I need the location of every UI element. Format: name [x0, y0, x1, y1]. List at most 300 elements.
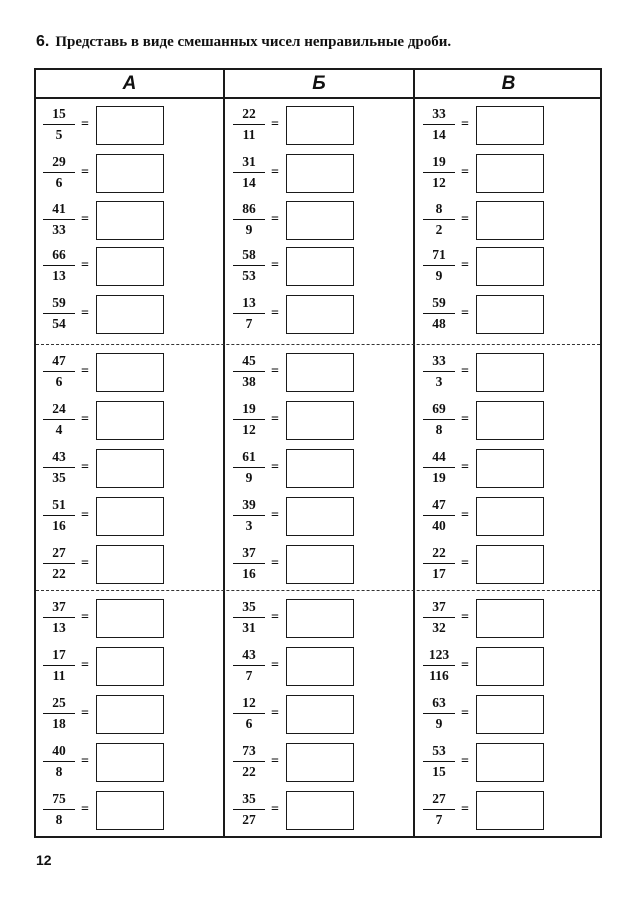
- denominator: 38: [242, 374, 256, 389]
- denominator: 53: [242, 268, 256, 283]
- fraction: [423, 695, 455, 732]
- numerator: 43: [242, 647, 256, 662]
- equals-sign: =: [271, 508, 279, 523]
- fraction-item-v: [423, 353, 603, 397]
- numerator: 123: [428, 647, 450, 662]
- fraction-item-a: [43, 545, 223, 589]
- fraction-item-v: [423, 599, 603, 643]
- equals-sign: =: [81, 802, 89, 817]
- fraction: [43, 695, 75, 732]
- fraction-bar: [43, 265, 75, 266]
- fraction: [43, 154, 75, 191]
- numerator: 8: [435, 201, 443, 216]
- numerator: 40: [52, 743, 66, 758]
- fraction-bar: [423, 515, 455, 516]
- fraction-item-b: [233, 247, 413, 291]
- fraction-item-v: [423, 791, 603, 835]
- fraction-item-v: [423, 401, 603, 445]
- fraction-bar: [423, 665, 455, 666]
- fraction-item-a: [43, 497, 223, 541]
- answer-box[interactable]: [96, 247, 164, 286]
- fraction-item-b: [233, 449, 413, 493]
- fraction-bar: [43, 761, 75, 762]
- numerator: 37: [432, 599, 446, 614]
- answer-box[interactable]: [476, 647, 544, 686]
- denominator: 14: [432, 127, 446, 142]
- fraction-bar: [43, 617, 75, 618]
- fraction: [43, 791, 75, 828]
- fraction: [43, 449, 75, 486]
- fraction-bar: [233, 617, 265, 618]
- answer-box[interactable]: [286, 695, 354, 734]
- fraction-item-b: [233, 545, 413, 589]
- fraction-bar: [233, 515, 265, 516]
- fraction-bar: [233, 219, 265, 220]
- fraction-item-a: [43, 154, 223, 198]
- fraction: [423, 599, 455, 636]
- fraction: [233, 247, 265, 284]
- fraction: [423, 791, 455, 828]
- answer-box[interactable]: [286, 201, 354, 240]
- fraction: [233, 401, 265, 438]
- fraction: [43, 599, 75, 636]
- answer-box[interactable]: [96, 353, 164, 392]
- fraction-item-b: [233, 497, 413, 541]
- equals-sign: =: [271, 658, 279, 673]
- equals-sign: =: [81, 165, 89, 180]
- numerator: 58: [242, 247, 256, 262]
- equals-sign: =: [461, 364, 469, 379]
- fraction: [233, 497, 265, 534]
- fraction-item-a: [43, 599, 223, 643]
- numerator: 43: [52, 449, 66, 464]
- fraction: [233, 599, 265, 636]
- fraction-bar: [233, 419, 265, 420]
- fraction-bar: [233, 563, 265, 564]
- numerator: 71: [432, 247, 446, 262]
- denominator: 7: [245, 316, 253, 331]
- fraction: [423, 353, 455, 390]
- denominator: 8: [55, 764, 63, 779]
- numerator: 59: [432, 295, 446, 310]
- equals-sign: =: [461, 165, 469, 180]
- fraction-item-a: [43, 247, 223, 291]
- numerator: 22: [242, 106, 256, 121]
- answer-box[interactable]: [476, 449, 544, 488]
- equals-sign: =: [271, 258, 279, 273]
- answer-box[interactable]: [476, 497, 544, 536]
- denominator: 18: [52, 716, 66, 731]
- denominator: 32: [432, 620, 446, 635]
- answer-box[interactable]: [286, 497, 354, 536]
- fraction: [43, 545, 75, 582]
- answer-box[interactable]: [476, 791, 544, 830]
- numerator: 45: [242, 353, 256, 368]
- answer-box[interactable]: [476, 401, 544, 440]
- numerator: 73: [242, 743, 256, 758]
- answer-box[interactable]: [286, 401, 354, 440]
- fraction: [233, 106, 265, 143]
- fraction: [423, 401, 455, 438]
- numerator: 63: [432, 695, 446, 710]
- answer-box[interactable]: [286, 791, 354, 830]
- answer-box[interactable]: [96, 449, 164, 488]
- answer-box[interactable]: [96, 743, 164, 782]
- fraction: [233, 647, 265, 684]
- answer-box[interactable]: [96, 695, 164, 734]
- equals-sign: =: [81, 306, 89, 321]
- fractions-table: [34, 68, 602, 838]
- fraction-bar: [43, 219, 75, 220]
- answer-box[interactable]: [476, 599, 544, 638]
- denominator: 16: [52, 518, 66, 533]
- denominator: 14: [242, 175, 256, 190]
- equals-sign: =: [271, 364, 279, 379]
- fraction: [233, 449, 265, 486]
- answer-box[interactable]: [96, 497, 164, 536]
- numerator: 15: [52, 106, 66, 121]
- numerator: 44: [432, 449, 446, 464]
- equals-sign: =: [461, 706, 469, 721]
- fraction-bar: [43, 124, 75, 125]
- answer-box[interactable]: [286, 545, 354, 584]
- header-divider: [36, 97, 600, 99]
- answer-box[interactable]: [96, 599, 164, 638]
- equals-sign: =: [461, 508, 469, 523]
- fraction-bar: [423, 467, 455, 468]
- numerator: 66: [52, 247, 66, 262]
- denominator: 48: [432, 316, 446, 331]
- column-header-a: А: [122, 73, 137, 94]
- task-heading: [36, 33, 451, 51]
- answer-box[interactable]: [286, 449, 354, 488]
- denominator: 31: [242, 620, 256, 635]
- denominator: 15: [432, 764, 446, 779]
- equals-sign: =: [81, 460, 89, 475]
- denominator: 6: [55, 175, 63, 190]
- fraction: [423, 497, 455, 534]
- answer-box[interactable]: [96, 201, 164, 240]
- equals-sign: =: [461, 117, 469, 132]
- denominator: 12: [242, 422, 256, 437]
- answer-box[interactable]: [286, 599, 354, 638]
- equals-sign: =: [81, 258, 89, 273]
- fraction-bar: [233, 124, 265, 125]
- column-header-v: В: [501, 73, 516, 94]
- numerator: 24: [52, 401, 66, 416]
- fraction: [43, 743, 75, 780]
- fraction: [233, 695, 265, 732]
- numerator: 61: [242, 449, 256, 464]
- fraction: [43, 201, 75, 238]
- answer-box[interactable]: [476, 353, 544, 392]
- numerator: 59: [52, 295, 66, 310]
- denominator: 9: [245, 222, 253, 237]
- fraction-bar: [43, 515, 75, 516]
- fraction-bar: [43, 713, 75, 714]
- fraction-item-b: [233, 401, 413, 445]
- section-divider: [36, 344, 600, 345]
- denominator: 13: [52, 268, 66, 283]
- fraction-item-b: [233, 695, 413, 739]
- fraction-item-a: [43, 106, 223, 150]
- fraction-item-a: [43, 743, 223, 787]
- fraction-item-v: [423, 743, 603, 787]
- denominator: 9: [435, 716, 443, 731]
- fraction: [233, 201, 265, 238]
- denominator: 9: [435, 268, 443, 283]
- fraction: [43, 106, 75, 143]
- fraction-bar: [43, 563, 75, 564]
- numerator: 37: [242, 545, 256, 560]
- fraction-bar: [423, 419, 455, 420]
- answer-box[interactable]: [96, 106, 164, 145]
- numerator: 33: [432, 106, 446, 121]
- denominator: 19: [432, 470, 446, 485]
- section-divider: [36, 590, 600, 591]
- denominator: 22: [52, 566, 66, 581]
- answer-box[interactable]: [476, 247, 544, 286]
- numerator: 41: [52, 201, 66, 216]
- equals-sign: =: [81, 754, 89, 769]
- numerator: 86: [242, 201, 256, 216]
- fraction-item-a: [43, 295, 223, 339]
- equals-sign: =: [271, 460, 279, 475]
- answer-box[interactable]: [476, 743, 544, 782]
- answer-box[interactable]: [96, 154, 164, 193]
- denominator: 116: [429, 668, 449, 683]
- fraction-item-b: [233, 743, 413, 787]
- answer-box[interactable]: [476, 201, 544, 240]
- equals-sign: =: [461, 306, 469, 321]
- fraction-bar: [423, 713, 455, 714]
- equals-sign: =: [81, 706, 89, 721]
- numerator: 47: [52, 353, 66, 368]
- answer-box[interactable]: [96, 791, 164, 830]
- fraction-item-b: [233, 791, 413, 835]
- equals-sign: =: [461, 460, 469, 475]
- fraction-bar: [423, 809, 455, 810]
- numerator: 27: [52, 545, 66, 560]
- denominator: 17: [432, 566, 446, 581]
- task-number: 6.: [36, 33, 50, 50]
- equals-sign: =: [461, 802, 469, 817]
- fraction-bar: [233, 313, 265, 314]
- fraction: [43, 647, 75, 684]
- answer-box[interactable]: [96, 545, 164, 584]
- equals-sign: =: [461, 610, 469, 625]
- equals-sign: =: [81, 117, 89, 132]
- answer-box[interactable]: [476, 295, 544, 334]
- equals-sign: =: [461, 212, 469, 227]
- answer-box[interactable]: [286, 247, 354, 286]
- numerator: 13: [242, 295, 256, 310]
- fraction-item-v: [423, 247, 603, 291]
- equals-sign: =: [461, 556, 469, 571]
- fraction: [423, 545, 455, 582]
- denominator: 3: [245, 518, 253, 533]
- answer-box[interactable]: [286, 647, 354, 686]
- denominator: 8: [435, 422, 443, 437]
- fraction: [43, 353, 75, 390]
- fraction-item-a: [43, 353, 223, 397]
- answer-box[interactable]: [476, 545, 544, 584]
- fraction-item-b: [233, 106, 413, 150]
- equals-sign: =: [271, 117, 279, 132]
- denominator: 16: [242, 566, 256, 581]
- fraction-bar: [43, 313, 75, 314]
- equals-sign: =: [271, 165, 279, 180]
- denominator: 13: [52, 620, 66, 635]
- fraction-bar: [233, 713, 265, 714]
- fraction: [233, 545, 265, 582]
- fraction-bar: [423, 563, 455, 564]
- fraction-item-v: [423, 295, 603, 339]
- numerator: 47: [432, 497, 446, 512]
- equals-sign: =: [461, 658, 469, 673]
- answer-box[interactable]: [286, 295, 354, 334]
- denominator: 5: [55, 127, 63, 142]
- fraction-item-b: [233, 353, 413, 397]
- equals-sign: =: [81, 212, 89, 227]
- answer-box[interactable]: [476, 106, 544, 145]
- answer-box[interactable]: [286, 106, 354, 145]
- fraction-item-v: [423, 647, 603, 691]
- equals-sign: =: [271, 412, 279, 427]
- fraction-bar: [423, 761, 455, 762]
- fraction-bar: [423, 617, 455, 618]
- fraction-item-a: [43, 791, 223, 835]
- fraction-item-a: [43, 695, 223, 739]
- answer-box[interactable]: [286, 743, 354, 782]
- denominator: 11: [242, 127, 256, 142]
- numerator: 53: [432, 743, 446, 758]
- denominator: 6: [245, 716, 253, 731]
- denominator: 8: [55, 812, 63, 827]
- answer-box[interactable]: [96, 647, 164, 686]
- equals-sign: =: [271, 306, 279, 321]
- fraction: [423, 201, 455, 238]
- fraction-bar: [43, 371, 75, 372]
- denominator: 12: [432, 175, 446, 190]
- answer-box[interactable]: [96, 295, 164, 334]
- denominator: 35: [52, 470, 66, 485]
- fraction: [423, 154, 455, 191]
- fraction: [423, 449, 455, 486]
- page-number: 12: [36, 852, 52, 868]
- fraction: [233, 353, 265, 390]
- equals-sign: =: [271, 706, 279, 721]
- fraction: [43, 497, 75, 534]
- numerator: 22: [432, 545, 446, 560]
- fraction-item-v: [423, 154, 603, 198]
- numerator: 29: [52, 154, 66, 169]
- numerator: 33: [432, 353, 446, 368]
- fraction: [423, 647, 455, 684]
- fraction: [233, 295, 265, 332]
- fraction-item-b: [233, 154, 413, 198]
- equals-sign: =: [81, 556, 89, 571]
- fraction-item-a: [43, 449, 223, 493]
- numerator: 25: [52, 695, 66, 710]
- denominator: 7: [245, 668, 253, 683]
- equals-sign: =: [81, 610, 89, 625]
- fraction-item-b: [233, 201, 413, 245]
- fraction: [423, 295, 455, 332]
- fraction-bar: [233, 371, 265, 372]
- denominator: 22: [242, 764, 256, 779]
- fraction-bar: [233, 809, 265, 810]
- fraction-item-b: [233, 599, 413, 643]
- equals-sign: =: [461, 412, 469, 427]
- numerator: 35: [242, 791, 256, 806]
- denominator: 9: [245, 470, 253, 485]
- fraction-bar: [233, 172, 265, 173]
- column-header-b: Б: [312, 73, 326, 94]
- equals-sign: =: [271, 802, 279, 817]
- fraction-item-v: [423, 695, 603, 739]
- denominator: 40: [432, 518, 446, 533]
- answer-box[interactable]: [286, 353, 354, 392]
- fraction-bar: [423, 313, 455, 314]
- fraction-bar: [233, 467, 265, 468]
- numerator: 17: [52, 647, 66, 662]
- fraction-item-v: [423, 106, 603, 150]
- numerator: 19: [242, 401, 256, 416]
- equals-sign: =: [271, 556, 279, 571]
- fraction-bar: [423, 265, 455, 266]
- fraction-bar: [233, 665, 265, 666]
- equals-sign: =: [461, 258, 469, 273]
- numerator: 31: [242, 154, 256, 169]
- fraction-item-v: [423, 497, 603, 541]
- equals-sign: =: [81, 412, 89, 427]
- fraction-bar: [423, 219, 455, 220]
- numerator: 51: [52, 497, 66, 512]
- denominator: 7: [435, 812, 443, 827]
- equals-sign: =: [81, 508, 89, 523]
- numerator: 12: [242, 695, 256, 710]
- fraction-item-a: [43, 647, 223, 691]
- equals-sign: =: [271, 610, 279, 625]
- column-divider: [413, 70, 415, 836]
- answer-box[interactable]: [286, 154, 354, 193]
- fraction: [233, 743, 265, 780]
- denominator: 27: [242, 812, 256, 827]
- numerator: 37: [52, 599, 66, 614]
- denominator: 3: [435, 374, 443, 389]
- fraction: [233, 154, 265, 191]
- answer-box[interactable]: [476, 695, 544, 734]
- fraction-item-b: [233, 647, 413, 691]
- numerator: 19: [432, 154, 446, 169]
- fraction-item-b: [233, 295, 413, 339]
- fraction-bar: [43, 467, 75, 468]
- fraction-item-v: [423, 449, 603, 493]
- answer-box[interactable]: [96, 401, 164, 440]
- equals-sign: =: [81, 364, 89, 379]
- denominator: 4: [55, 422, 63, 437]
- denominator: 11: [52, 668, 66, 683]
- fraction: [423, 743, 455, 780]
- fraction-bar: [43, 419, 75, 420]
- fraction: [43, 401, 75, 438]
- equals-sign: =: [271, 754, 279, 769]
- denominator: 54: [52, 316, 66, 331]
- answer-box[interactable]: [476, 154, 544, 193]
- equals-sign: =: [461, 754, 469, 769]
- fraction-item-v: [423, 201, 603, 245]
